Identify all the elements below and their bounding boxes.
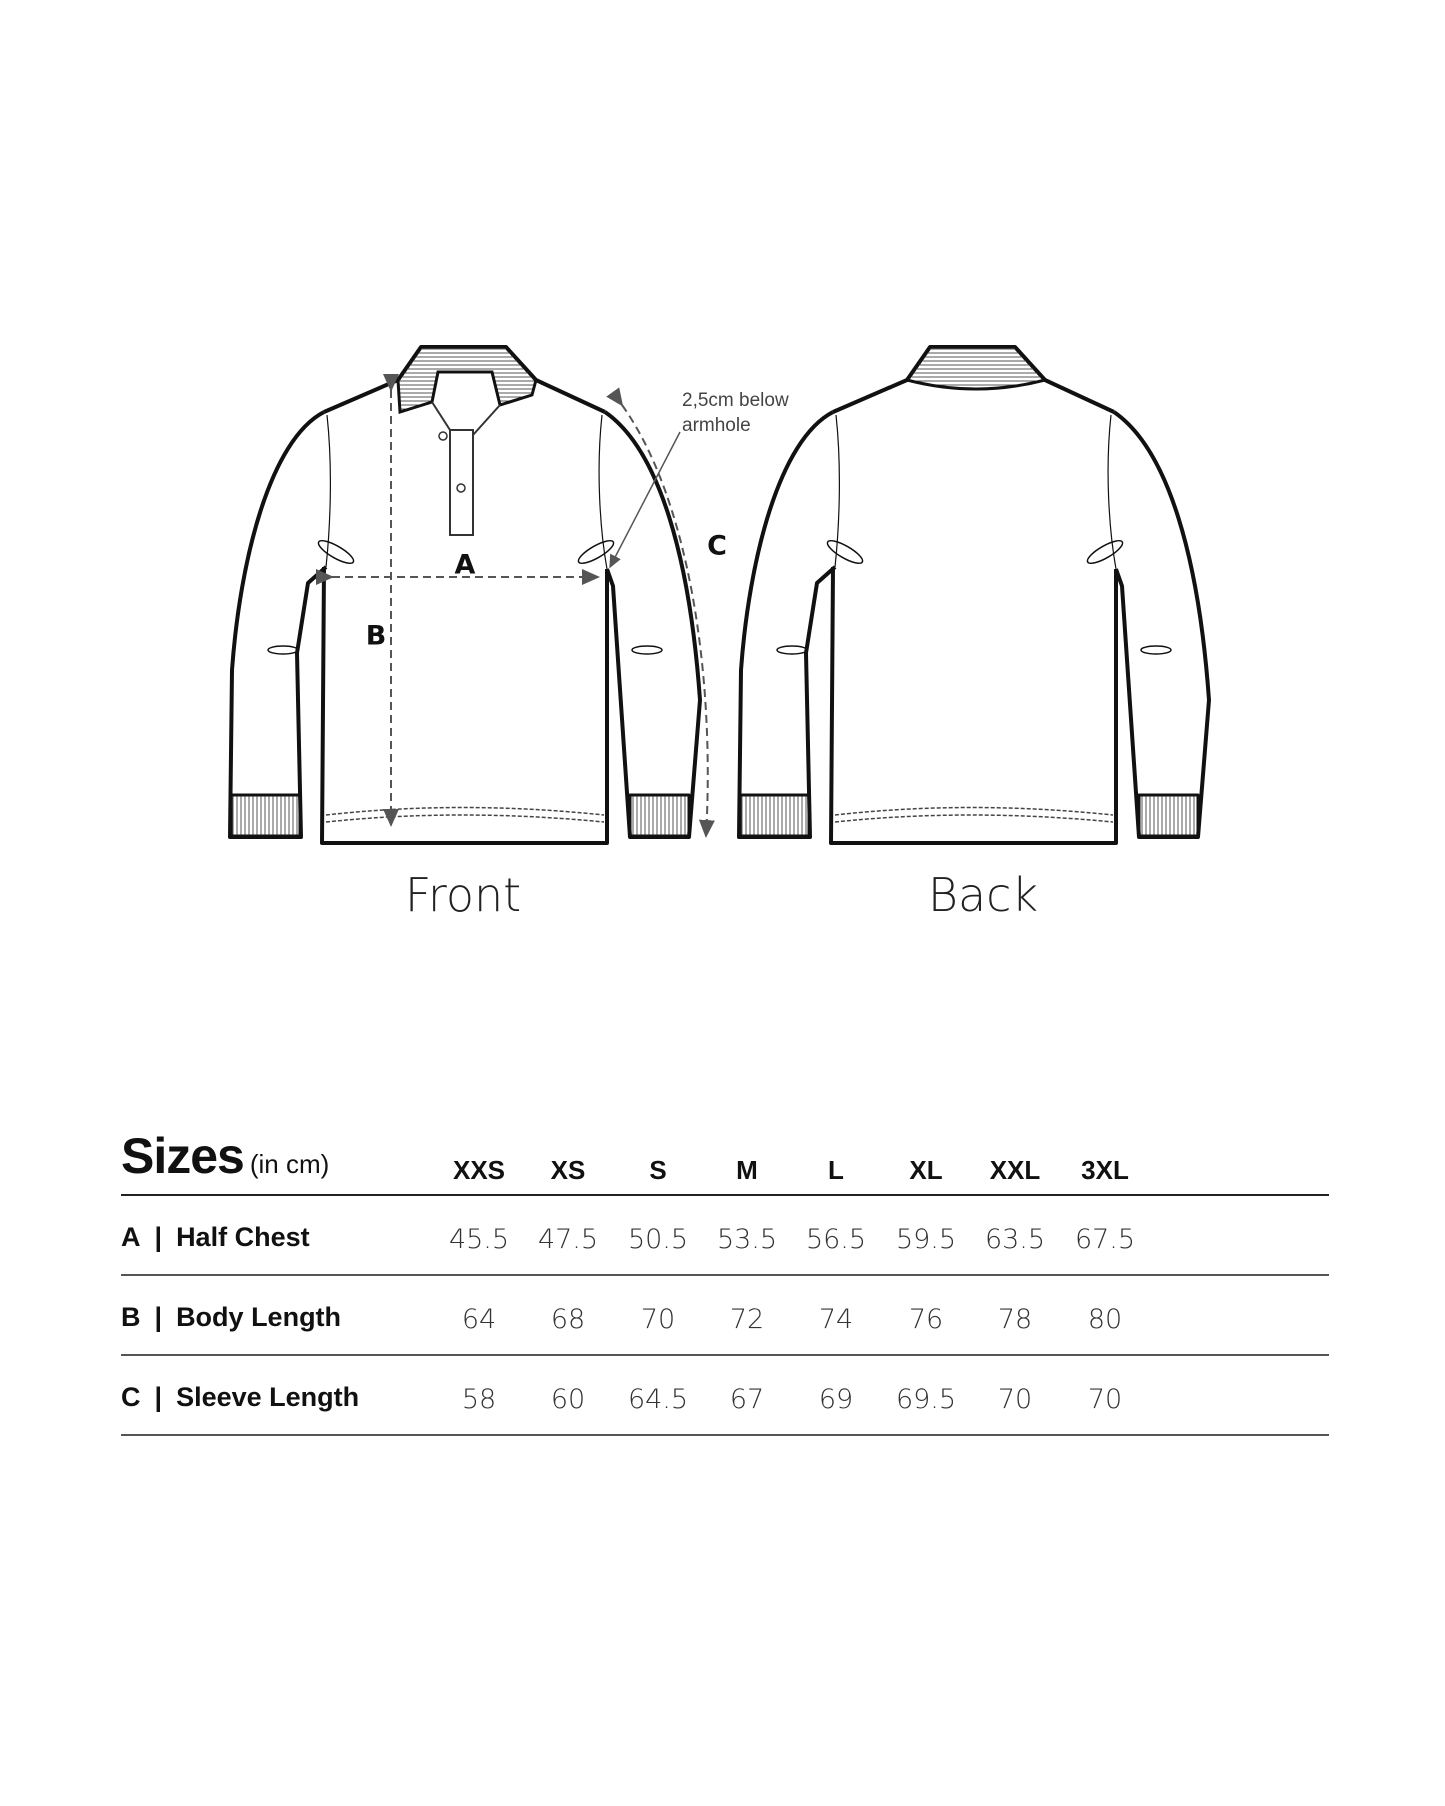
size-table-header	[121, 1125, 1329, 1196]
table-cell: 70	[1087, 1384, 1123, 1415]
size-header: M	[736, 1155, 758, 1185]
size-header: XL	[909, 1155, 943, 1185]
measure-label-b: B	[365, 620, 387, 652]
measure-label-c: C	[707, 530, 727, 562]
size-header: L	[828, 1155, 844, 1185]
table-cell: 80	[1087, 1304, 1123, 1335]
row-name: Half Chest	[176, 1222, 310, 1252]
table-cell: 68	[550, 1304, 586, 1335]
size-table	[121, 1125, 1329, 1436]
row-label	[121, 1222, 310, 1253]
table-cell: 70	[640, 1304, 676, 1335]
table-cell: 50.5	[627, 1224, 689, 1255]
table-row	[121, 1356, 1329, 1436]
table-cell: 69	[818, 1384, 854, 1415]
back-shirt-drawing	[739, 347, 1209, 843]
row-separator: |	[154, 1222, 163, 1252]
size-header: S	[649, 1155, 667, 1185]
table-cell: 53.5	[716, 1224, 778, 1255]
row-name: Body Length	[176, 1302, 342, 1332]
table-title	[121, 1127, 329, 1185]
table-cell: 69.5	[895, 1384, 957, 1415]
size-header: XS	[550, 1155, 586, 1185]
row-label	[121, 1382, 359, 1413]
size-header: 3XL	[1081, 1155, 1129, 1185]
row-code: A	[121, 1222, 141, 1252]
table-cell: 47.5	[537, 1224, 599, 1255]
back-label: Back	[927, 868, 1039, 922]
button-icon	[439, 432, 447, 440]
table-cell: 67.5	[1074, 1224, 1136, 1255]
armhole-pointer-arrow	[610, 432, 680, 567]
table-cell: 56.5	[805, 1224, 867, 1255]
row-code: B	[121, 1302, 141, 1332]
table-cell: 70	[997, 1384, 1033, 1415]
row-label	[121, 1302, 341, 1333]
front-shirt-drawing	[230, 347, 708, 843]
table-title-main: Sizes	[121, 1128, 244, 1184]
size-header: XXL	[989, 1155, 1041, 1185]
armhole-note-line2: armhole	[682, 415, 751, 436]
row-separator: |	[154, 1302, 163, 1332]
row-name: Sleeve Length	[176, 1382, 360, 1412]
measure-label-a: A	[454, 549, 476, 581]
table-cell: 58	[461, 1384, 497, 1415]
table-cell: 60	[550, 1384, 586, 1415]
table-cell: 72	[729, 1304, 765, 1335]
table-cell: 59.5	[895, 1224, 957, 1255]
row-separator: |	[154, 1382, 163, 1412]
table-cell: 64	[461, 1304, 497, 1335]
armhole-note	[682, 388, 789, 438]
button-icon	[457, 484, 465, 492]
table-cell: 45.5	[448, 1224, 510, 1255]
table-cell: 64.5	[627, 1384, 689, 1415]
table-unit: (in cm)	[249, 1149, 330, 1179]
armhole-note-line1: 2,5cm below	[682, 390, 789, 411]
row-code: C	[121, 1382, 141, 1412]
table-cell: 76	[908, 1304, 944, 1335]
table-row	[121, 1196, 1329, 1276]
table-cell: 74	[818, 1304, 854, 1335]
table-cell: 63.5	[984, 1224, 1046, 1255]
table-row	[121, 1276, 1329, 1356]
table-cell: 78	[997, 1304, 1033, 1335]
size-header: XXS	[452, 1155, 506, 1185]
table-cell: 67	[729, 1384, 765, 1415]
front-label: Front	[404, 868, 522, 922]
